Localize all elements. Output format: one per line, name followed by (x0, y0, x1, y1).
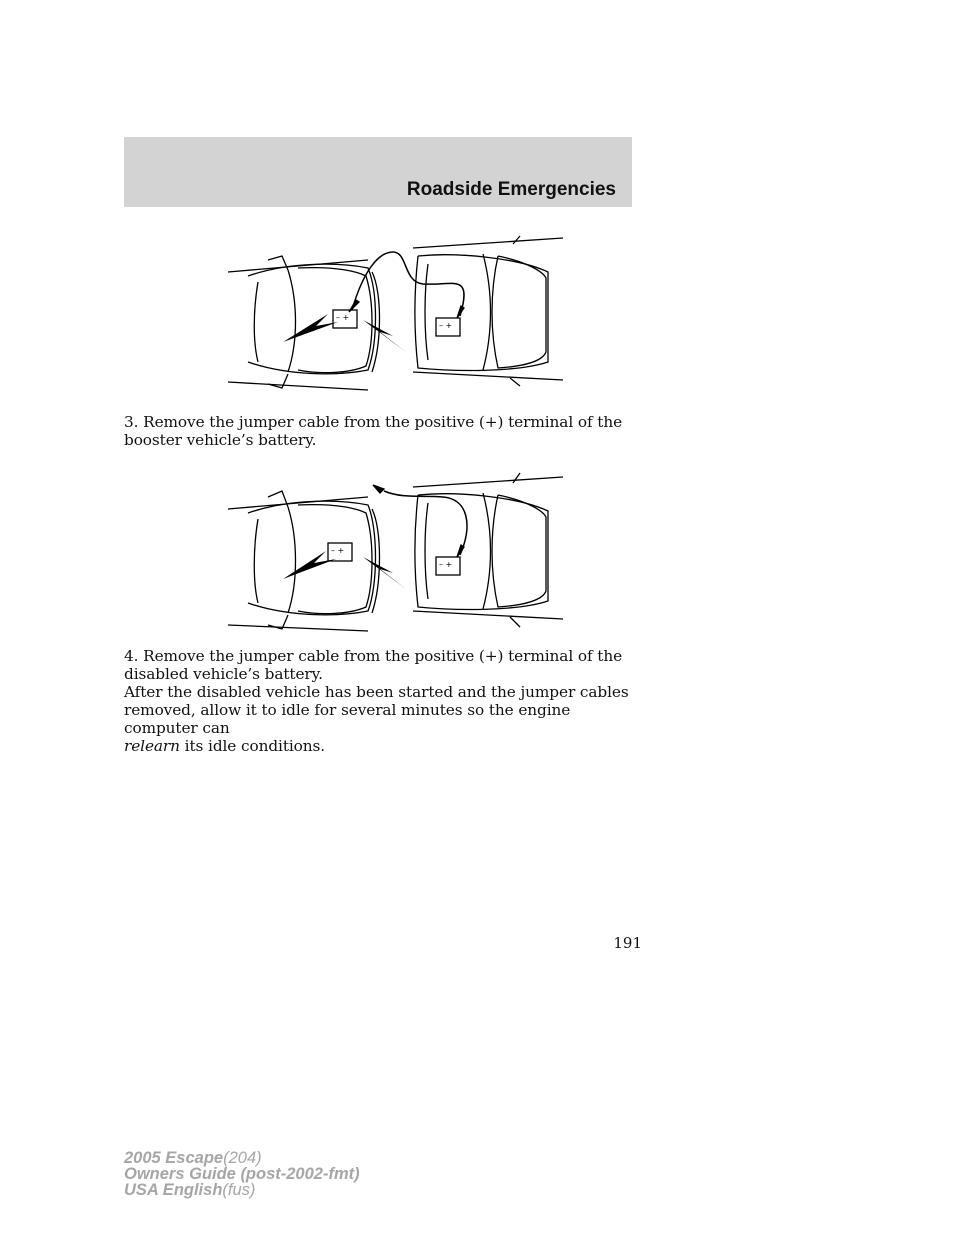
page-number: 191 (613, 934, 642, 952)
svg-text:– +: – + (439, 560, 453, 569)
disabled-vehicle-drawing (413, 236, 563, 386)
spark-icon (363, 320, 406, 352)
svg-text:– +: – + (336, 313, 350, 322)
spark-icon (363, 557, 406, 589)
booster-vehicle-drawing (228, 491, 380, 631)
document-footer: 2005 Escape(204) Owners Guide (post-2002-fmt) USA English(fus) (124, 1149, 360, 1199)
step-3-text: 3. Remove the jumper cable from the positive (+) terminal of the booster vehicle’s battery. (124, 413, 623, 449)
spark-icon (283, 314, 338, 342)
after-start-text: After the disabled vehicle has been started and the jumper cables removed, allow it to idle for several minutes so the engine computer can relearn its idle conditions. (124, 683, 629, 755)
svg-text:– +: – + (331, 546, 345, 555)
jump-start-diagram-1 (228, 232, 563, 392)
step-4-text: 4. Remove the jumper cable from the positive (+) terminal of the disabled vehicle’s battery. (124, 647, 623, 683)
section-title: Roadside Emergencies (406, 179, 616, 200)
svg-text:– +: – + (439, 321, 453, 330)
section-header-band (124, 137, 632, 207)
relearn-emphasis: relearn (124, 737, 180, 755)
jump-start-diagram-2 (228, 465, 563, 635)
